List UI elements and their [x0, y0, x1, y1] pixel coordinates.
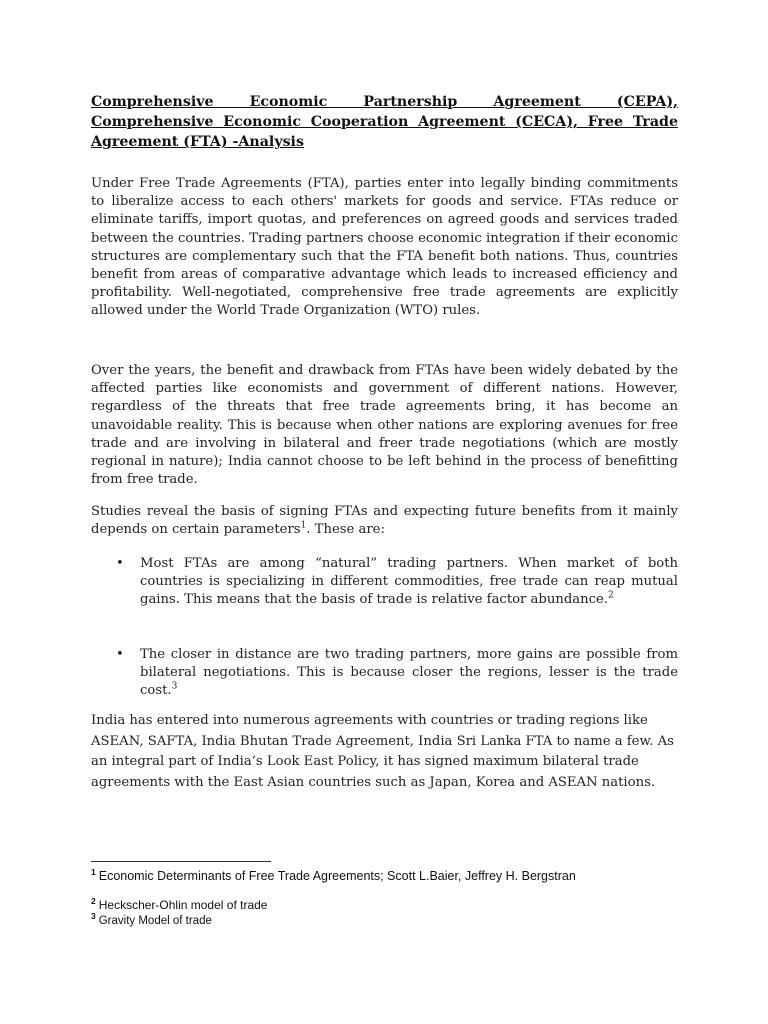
footnote-number: 3	[91, 911, 96, 922]
paragraph-debate: Over the years, the benefit and drawback from FTAs have been widely debated by the affected parties like economists and government of different nations. However, regardless of the threats that free trade agreements bring, it has become an unavoidable reality. This is because when other nations are exploring avenues for free trade and are involving in bilateral and freer trade negotiations (which are mostly regional in nature); India cannot choose to be left behind in the process of benefitting from free trade.	[91, 363, 678, 488]
paragraph-parameters	[91, 503, 678, 539]
list-item-text	[140, 555, 678, 610]
paragraph-india-agreements: India has entered into numerous agreements with countries or trading regions like ASEAN, SAFTA, India Bhutan Trade Agreement, India Sri Lanka FTA to name a few. As an integral part of India’s Look East Policy, it has signed maximum bilateral trade agreements with the East Asian countries such as Japan, Korea and ASEAN nations.	[91, 713, 674, 790]
footnote-text: Gravity Model of trade	[98, 915, 212, 927]
footnote-number: 1	[91, 866, 96, 877]
paragraph-parameters-text: Studies reveal the basis of signing FTAs and expecting future benefits from it mainly depends on certain parameters	[91, 504, 678, 538]
footnote-1	[91, 866, 691, 883]
footnote-3	[91, 911, 691, 927]
footnote-divider	[91, 861, 271, 862]
bullet-text: Most FTAs are among “natural” trading partners. When market of both countries is specializing in different commodities, free trade can reap mutual gains. This means that the basis of trade is relative factor abundance.	[140, 556, 678, 608]
bullet-icon: •	[116, 647, 124, 662]
footnote-ref-1[interactable]: 1	[300, 520, 307, 531]
footnote-text: Economic Determinants of Free Trade Agreements; Scott L.Baier, Jeffrey H. Bergstran	[98, 869, 576, 883]
footnote-ref-2[interactable]: 2	[608, 591, 614, 602]
footnote-ref-3[interactable]: 3	[171, 682, 178, 693]
list-item-text	[140, 646, 678, 701]
document-title: Comprehensive Economic Partnership Agreement (CEPA), Comprehensive Economic Cooperation Agreement (CECA), Free Trade Agreement (FTA) -Analysis	[91, 94, 678, 150]
paragraph-fta-intro: Under Free Trade Agreements (FTA), parties enter into legally binding commitments to liberalize access to each others' markets for goods and service. FTAs reduce or eliminate tariffs, import quotas, and preferences on agreed goods and services traded between the countries. Trading partners choose economic integration if their economic structures are complementary such that the FTA benefit both nations. Thus, countries benefit from areas of comparative advantage which leads to increased efficiency and profitability. Well-negotiated, comprehensive free trade agreements are explicitly allowed under the World Trade Organization (WTO) rules.	[91, 176, 678, 319]
footnote-text: Heckscher-Ohlin model of trade	[98, 898, 268, 912]
footnote-2	[91, 898, 691, 912]
paragraph-parameters-tail: . These are:	[306, 522, 385, 538]
footnote-number: 2	[91, 896, 96, 906]
bullet-text: The closer in distance are two trading partners, more gains are possible from bilateral negotiations. This is because closer the regions, lesser is the trade cost.	[140, 647, 678, 699]
bullet-icon: •	[116, 556, 124, 571]
